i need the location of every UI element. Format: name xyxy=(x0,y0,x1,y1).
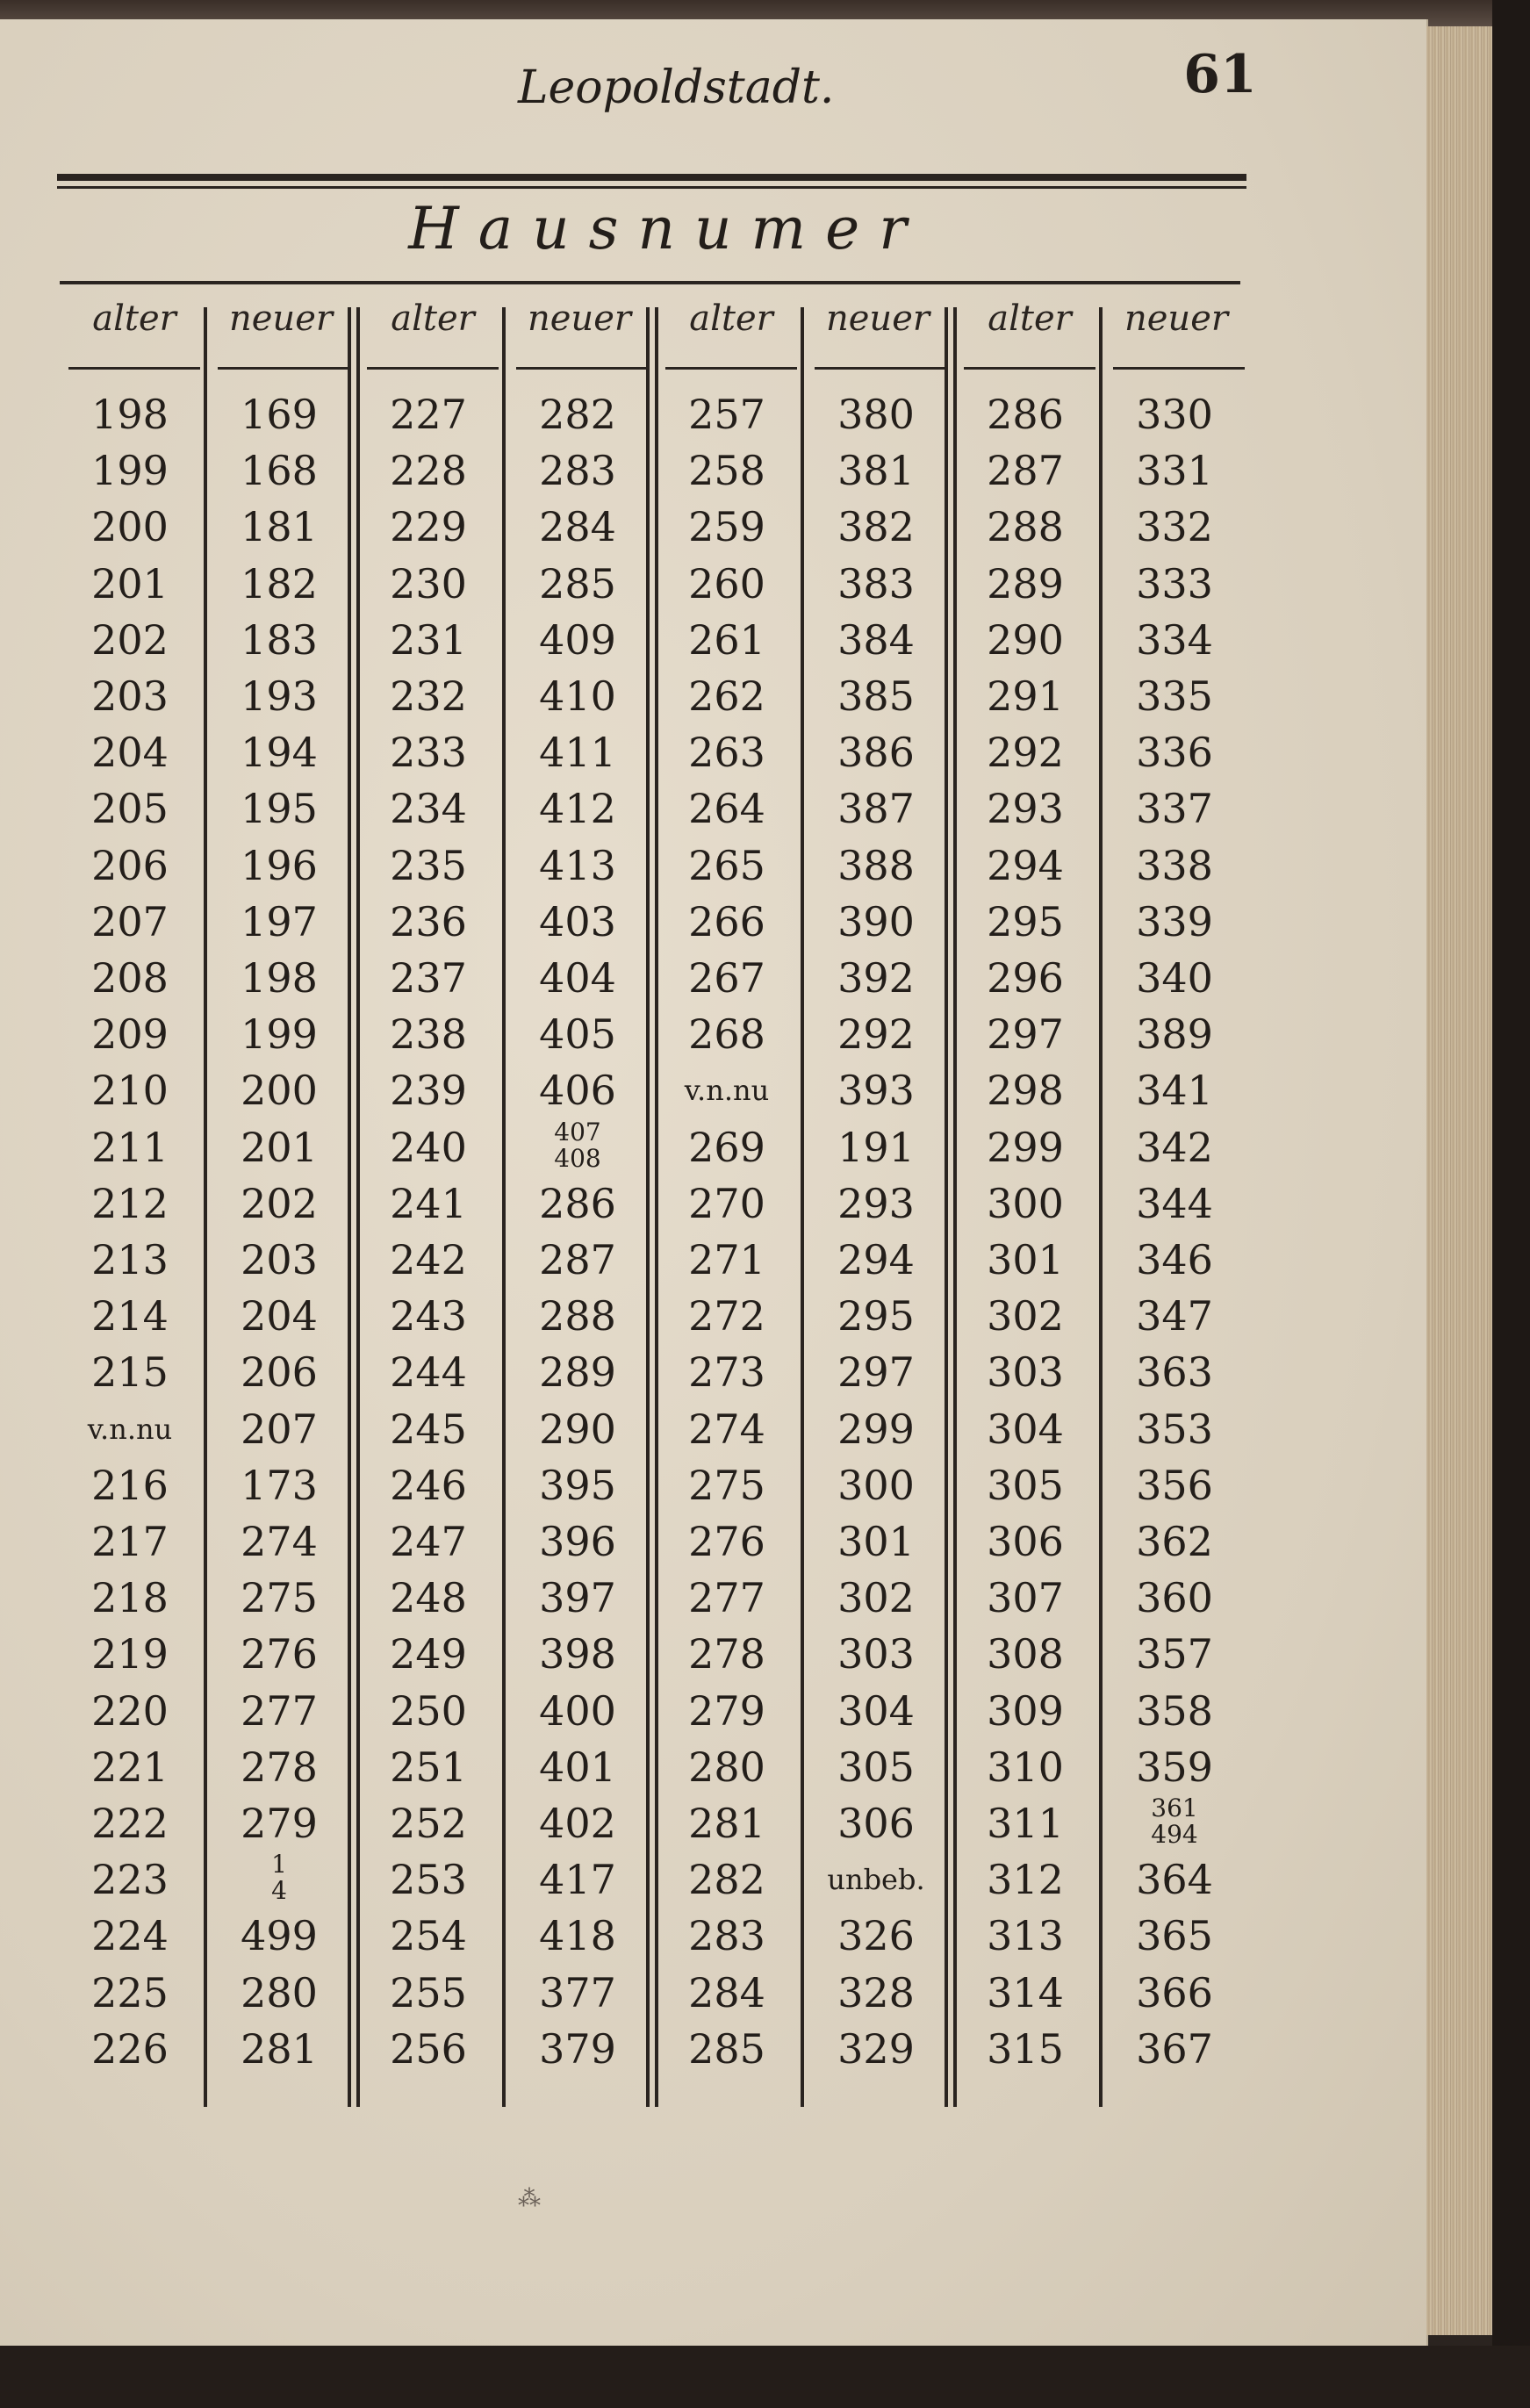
old-number-cell: 272 xyxy=(688,1292,765,1341)
old-number-cell: 280 xyxy=(688,1743,765,1791)
old-number-cell: 260 xyxy=(688,559,765,607)
new-number-cell: 173 xyxy=(241,1461,318,1509)
old-number-cell: 245 xyxy=(390,1405,467,1453)
new-number-cell: 191 xyxy=(837,1123,915,1171)
old-number-cell: 239 xyxy=(390,1067,467,1115)
new-number-cell: 275 xyxy=(241,1574,318,1622)
new-number-cell: 198 xyxy=(241,954,318,1002)
new-number-cell: 336 xyxy=(1136,729,1213,777)
old-number-cell: 304 xyxy=(987,1405,1064,1453)
old-number-cell: 294 xyxy=(987,841,1064,889)
new-number-cell: 337 xyxy=(1136,785,1213,833)
new-number-cell: 194 xyxy=(241,729,318,777)
new-number-cell: 329 xyxy=(837,2024,915,2073)
old-number-cell: 258 xyxy=(688,447,765,495)
new-number-cell: 403 xyxy=(539,897,616,945)
new-number-cell: 392 xyxy=(837,954,915,1002)
new-number-cell: 410 xyxy=(539,672,616,720)
old-number-cell: 202 xyxy=(91,615,169,664)
stray-mark: ⁂ xyxy=(518,2186,541,2212)
title-rule xyxy=(60,281,1240,284)
old-number-cell: 279 xyxy=(688,1686,765,1735)
old-number-cell: 212 xyxy=(91,1179,169,1227)
old-number-cell: 276 xyxy=(688,1518,765,1565)
old-number-cell: 278 xyxy=(688,1630,765,1678)
new-number-cell: 389 xyxy=(1136,1010,1213,1059)
new-number-cell: 405 xyxy=(539,1010,616,1059)
new-number-cell: 353 xyxy=(1136,1405,1213,1453)
new-number-cell: 393 xyxy=(837,1067,915,1115)
old-number-cell: 292 xyxy=(987,729,1064,777)
new-number-cell: 402 xyxy=(539,1800,616,1847)
old-number-cell: 285 xyxy=(688,2024,765,2073)
new-number-cell: 364 xyxy=(1136,1856,1213,1904)
new-number-cell: 359 xyxy=(1136,1743,1213,1791)
new-number-cell: 285 xyxy=(539,559,616,607)
old-number-cell: 223 xyxy=(91,1856,169,1904)
old-number-cell: 250 xyxy=(390,1686,467,1735)
old-number-cell: 300 xyxy=(987,1179,1064,1227)
column-header-new: neuer xyxy=(229,298,333,339)
header-underline xyxy=(516,367,648,370)
new-number-cell: 400 xyxy=(539,1686,616,1735)
new-number-cell: 412 xyxy=(539,785,616,833)
new-number-cell: 287 xyxy=(539,1236,616,1283)
old-number-cell: 275 xyxy=(688,1461,765,1509)
header-underline xyxy=(218,367,349,370)
old-number-cell: 295 xyxy=(987,897,1064,945)
new-number-cell: 197 xyxy=(241,897,318,945)
old-number-cell: 231 xyxy=(390,615,467,664)
old-number-cell: 274 xyxy=(688,1405,765,1453)
page-number: 61 xyxy=(1183,44,1257,105)
old-number-cell: v.n.nu xyxy=(684,1074,770,1108)
new-number-cell: 196 xyxy=(241,841,318,889)
new-number-cell: 388 xyxy=(837,841,915,889)
new-number-cell: 499 xyxy=(241,1912,318,1960)
new-number-cell: 293 xyxy=(837,1179,915,1227)
new-number-cell: 339 xyxy=(1136,897,1213,945)
header-underline xyxy=(964,367,1095,370)
new-number-cell: 344 xyxy=(1136,1179,1213,1227)
old-number-cell: 214 xyxy=(91,1292,169,1341)
new-number-cell: 377 xyxy=(539,1968,616,2016)
old-number-cell: 233 xyxy=(390,729,467,777)
new-number-cell: 200 xyxy=(241,1067,318,1115)
column-separator xyxy=(502,307,506,2107)
new-number-cell: 363 xyxy=(1136,1348,1213,1397)
new-number-cell: 202 xyxy=(241,1179,318,1227)
new-number-cell: 335 xyxy=(1136,672,1213,720)
old-number-cell: 296 xyxy=(987,954,1064,1002)
old-number-cell: 207 xyxy=(91,897,169,945)
old-number-cell: 243 xyxy=(390,1292,467,1341)
new-number-cell: 276 xyxy=(241,1630,318,1678)
new-number-cell: 360 xyxy=(1136,1574,1213,1622)
old-number-cell: 240 xyxy=(390,1123,467,1171)
old-number-cell: 309 xyxy=(987,1686,1064,1735)
old-number-cell: 229 xyxy=(390,503,467,551)
new-number-cell: 342 xyxy=(1136,1123,1213,1171)
column-header-old: alter xyxy=(988,298,1072,339)
old-number-cell: 293 xyxy=(987,785,1064,833)
new-number-cell: 404 xyxy=(539,954,616,1002)
new-number-cell: 406 xyxy=(539,1067,616,1115)
old-number-cell: 249 xyxy=(390,1630,467,1678)
new-number-cell: 384 xyxy=(837,615,915,664)
new-number-cell: 413 xyxy=(539,841,616,889)
new-number-cell: 332 xyxy=(1136,503,1213,551)
old-number-cell: 288 xyxy=(987,503,1064,551)
old-number-cell: 220 xyxy=(91,1686,169,1735)
old-number-cell: 217 xyxy=(91,1518,169,1565)
old-number-cell: 291 xyxy=(987,672,1064,720)
new-number-cell: 274 xyxy=(241,1518,318,1565)
old-number-cell: 287 xyxy=(987,447,1064,495)
old-number-cell: 308 xyxy=(987,1630,1064,1678)
new-number-cell: 379 xyxy=(539,2024,616,2073)
new-number-cell: 340 xyxy=(1136,954,1213,1002)
old-number-cell: 299 xyxy=(987,1123,1064,1171)
old-number-cell: 273 xyxy=(688,1348,765,1397)
old-number-cell: v.n.nu xyxy=(87,1412,173,1446)
new-number-cell: 396 xyxy=(539,1518,616,1565)
new-number-cell: 290 xyxy=(539,1405,616,1453)
new-number-cell: 356 xyxy=(1136,1461,1213,1509)
old-number-cell: 307 xyxy=(987,1574,1064,1622)
new-number-cell: 294 xyxy=(837,1236,915,1283)
page-block-edge xyxy=(1426,26,1492,2335)
old-number-cell: 303 xyxy=(987,1348,1064,1397)
new-number-cell: 279 xyxy=(241,1800,318,1847)
new-number-cell: 168 xyxy=(241,447,318,495)
new-number-cell: 395 xyxy=(539,1461,616,1509)
new-number-cell: 206 xyxy=(241,1348,318,1397)
old-number-cell: 213 xyxy=(91,1236,169,1283)
old-number-cell: 244 xyxy=(390,1348,467,1397)
running-head: Leopoldstadt. xyxy=(518,61,835,114)
new-number-cell: 306 xyxy=(837,1800,915,1847)
old-number-cell: 228 xyxy=(390,447,467,495)
new-number-cell: 195 xyxy=(241,785,318,833)
column-header-old: alter xyxy=(391,298,475,339)
new-number-cell: 300 xyxy=(837,1461,915,1509)
old-number-cell: 298 xyxy=(987,1067,1064,1115)
new-number-cell: 1 4 xyxy=(271,1850,287,1906)
old-number-cell: 310 xyxy=(987,1743,1064,1791)
old-number-cell: 312 xyxy=(987,1856,1064,1904)
old-number-cell: 198 xyxy=(91,391,169,438)
old-number-cell: 315 xyxy=(987,2024,1064,2073)
header-underline xyxy=(815,367,946,370)
old-number-cell: 222 xyxy=(91,1800,169,1847)
old-number-cell: 313 xyxy=(987,1912,1064,1960)
new-number-cell: 398 xyxy=(539,1630,616,1678)
old-number-cell: 204 xyxy=(91,729,169,777)
new-number-cell: 289 xyxy=(539,1348,616,1397)
old-number-cell: 237 xyxy=(390,954,467,1002)
old-number-cell: 241 xyxy=(390,1179,467,1227)
column-header-new: neuer xyxy=(826,298,930,339)
new-number-cell: 418 xyxy=(539,1912,616,1960)
new-number-cell: 277 xyxy=(241,1686,318,1735)
new-number-cell: 169 xyxy=(241,391,318,438)
old-number-cell: 203 xyxy=(91,672,169,720)
new-number-cell: 305 xyxy=(837,1743,915,1791)
old-number-cell: 314 xyxy=(987,1968,1064,2016)
column-separator xyxy=(1099,307,1103,2107)
column-header-old: alter xyxy=(92,298,176,339)
new-number-cell: 365 xyxy=(1136,1912,1213,1960)
old-number-cell: 297 xyxy=(987,1010,1064,1059)
old-number-cell: 247 xyxy=(390,1518,467,1565)
new-number-cell: 303 xyxy=(837,1630,915,1678)
old-number-cell: 254 xyxy=(390,1912,467,1960)
old-number-cell: 208 xyxy=(91,954,169,1002)
old-number-cell: 290 xyxy=(987,615,1064,664)
old-number-cell: 306 xyxy=(987,1518,1064,1565)
old-number-cell: 265 xyxy=(688,841,765,889)
old-number-cell: 270 xyxy=(688,1179,765,1227)
new-number-cell: 299 xyxy=(837,1405,915,1453)
old-number-cell: 257 xyxy=(688,391,765,438)
new-number-cell: 183 xyxy=(241,615,318,664)
old-number-cell: 248 xyxy=(390,1574,467,1622)
new-number-cell: 383 xyxy=(837,559,915,607)
new-number-cell: 380 xyxy=(837,391,915,438)
old-number-cell: 234 xyxy=(390,785,467,833)
old-number-cell: 199 xyxy=(91,447,169,495)
new-number-cell: 204 xyxy=(241,1292,318,1341)
new-number-cell: 333 xyxy=(1136,559,1213,607)
old-number-cell: 282 xyxy=(688,1856,765,1904)
new-number-cell: 199 xyxy=(241,1010,318,1059)
old-number-cell: 252 xyxy=(390,1800,467,1847)
old-number-cell: 283 xyxy=(688,1912,765,1960)
header-underline xyxy=(665,367,797,370)
new-number-cell: 181 xyxy=(241,503,318,551)
old-number-cell: 205 xyxy=(91,785,169,833)
new-number-cell: 357 xyxy=(1136,1630,1213,1678)
new-number-cell: 328 xyxy=(837,1968,915,2016)
old-number-cell: 268 xyxy=(688,1010,765,1059)
old-number-cell: 311 xyxy=(987,1800,1064,1847)
old-number-cell: 255 xyxy=(390,1968,467,2016)
bottom-shadow xyxy=(0,2346,1530,2408)
old-number-cell: 301 xyxy=(987,1236,1064,1283)
old-number-cell: 277 xyxy=(688,1574,765,1622)
column-header-new: neuer xyxy=(1124,298,1228,339)
old-number-cell: 216 xyxy=(91,1461,169,1509)
new-number-cell: 326 xyxy=(837,1912,915,1960)
new-number-cell: 330 xyxy=(1136,391,1213,438)
new-number-cell: 282 xyxy=(539,391,616,438)
old-number-cell: 230 xyxy=(390,559,467,607)
new-number-cell: 358 xyxy=(1136,1686,1213,1735)
new-number-cell: 382 xyxy=(837,503,915,551)
new-number-cell: 390 xyxy=(837,897,915,945)
new-number-cell: 284 xyxy=(539,503,616,551)
table-title: Hausnumer xyxy=(408,195,926,262)
new-number-cell: 367 xyxy=(1136,2024,1213,2073)
old-number-cell: 215 xyxy=(91,1348,169,1397)
new-number-cell: 385 xyxy=(837,672,915,720)
old-number-cell: 209 xyxy=(91,1010,169,1059)
old-number-cell: 269 xyxy=(688,1123,765,1171)
new-number-cell: 409 xyxy=(539,615,616,664)
old-number-cell: 232 xyxy=(390,672,467,720)
new-number-cell: 411 xyxy=(539,729,616,777)
new-number-cell: 407 408 xyxy=(554,1117,601,1173)
old-number-cell: 200 xyxy=(91,503,169,551)
old-number-cell: 302 xyxy=(987,1292,1064,1341)
old-number-cell: 238 xyxy=(390,1010,467,1059)
old-number-cell: 263 xyxy=(688,729,765,777)
new-number-cell: 334 xyxy=(1136,615,1213,664)
new-number-cell: 417 xyxy=(539,1856,616,1904)
new-number-cell: 362 xyxy=(1136,1518,1213,1565)
old-number-cell: 289 xyxy=(987,559,1064,607)
column-separator xyxy=(204,307,207,2107)
old-number-cell: 226 xyxy=(91,2024,169,2073)
old-number-cell: 259 xyxy=(688,503,765,551)
new-number-cell: 361 494 xyxy=(1151,1793,1198,1849)
new-number-cell: 387 xyxy=(837,785,915,833)
old-number-cell: 251 xyxy=(390,1743,467,1791)
old-number-cell: 305 xyxy=(987,1461,1064,1509)
old-number-cell: 201 xyxy=(91,559,169,607)
column-separator xyxy=(801,307,804,2107)
new-number-cell: 207 xyxy=(241,1405,318,1453)
old-number-cell: 219 xyxy=(91,1630,169,1678)
column-header-new: neuer xyxy=(528,298,631,339)
new-number-cell: 381 xyxy=(837,447,915,495)
old-number-cell: 227 xyxy=(390,391,467,438)
new-number-cell: 338 xyxy=(1136,841,1213,889)
book-cover xyxy=(1492,0,1530,2408)
old-number-cell: 253 xyxy=(390,1856,467,1904)
old-number-cell: 224 xyxy=(91,1912,169,1960)
header-underline xyxy=(367,367,499,370)
new-number-cell: 397 xyxy=(539,1574,616,1622)
new-number-cell: 281 xyxy=(241,2024,318,2073)
new-number-cell: 193 xyxy=(241,672,318,720)
old-number-cell: 271 xyxy=(688,1236,765,1283)
header-underline xyxy=(1113,367,1245,370)
new-number-cell: 292 xyxy=(837,1010,915,1059)
old-number-cell: 266 xyxy=(688,897,765,945)
top-rule-thick xyxy=(57,174,1246,181)
old-number-cell: 211 xyxy=(91,1123,169,1171)
new-number-cell: 347 xyxy=(1136,1292,1213,1341)
old-number-cell: 286 xyxy=(987,391,1064,438)
new-number-cell: 288 xyxy=(539,1292,616,1341)
old-number-cell: 218 xyxy=(91,1574,169,1622)
old-number-cell: 262 xyxy=(688,672,765,720)
new-number-cell: 302 xyxy=(837,1574,915,1622)
old-number-cell: 281 xyxy=(688,1800,765,1847)
new-number-cell: unbeb. xyxy=(827,1863,925,1897)
new-number-cell: 201 xyxy=(241,1123,318,1171)
old-number-cell: 225 xyxy=(91,1968,169,2016)
old-number-cell: 261 xyxy=(688,615,765,664)
old-number-cell: 221 xyxy=(91,1743,169,1791)
header-underline xyxy=(68,367,200,370)
new-number-cell: 286 xyxy=(539,1179,616,1227)
new-number-cell: 341 xyxy=(1136,1067,1213,1115)
new-number-cell: 386 xyxy=(837,729,915,777)
old-number-cell: 284 xyxy=(688,1968,765,2016)
old-number-cell: 242 xyxy=(390,1236,467,1283)
old-number-cell: 267 xyxy=(688,954,765,1002)
new-number-cell: 203 xyxy=(241,1236,318,1283)
new-number-cell: 366 xyxy=(1136,1968,1213,2016)
new-number-cell: 278 xyxy=(241,1743,318,1791)
new-number-cell: 297 xyxy=(837,1348,915,1397)
old-number-cell: 264 xyxy=(688,785,765,833)
new-number-cell: 283 xyxy=(539,447,616,495)
old-number-cell: 246 xyxy=(390,1461,467,1509)
new-number-cell: 295 xyxy=(837,1292,915,1341)
new-number-cell: 346 xyxy=(1136,1236,1213,1283)
old-number-cell: 235 xyxy=(390,841,467,889)
old-number-cell: 256 xyxy=(390,2024,467,2073)
column-header-old: alter xyxy=(689,298,773,339)
new-number-cell: 182 xyxy=(241,559,318,607)
new-number-cell: 301 xyxy=(837,1518,915,1565)
top-rule-thin xyxy=(57,186,1246,189)
old-number-cell: 210 xyxy=(91,1067,169,1115)
new-number-cell: 280 xyxy=(241,1968,318,2016)
new-number-cell: 401 xyxy=(539,1743,616,1791)
new-number-cell: 331 xyxy=(1136,447,1213,495)
old-number-cell: 206 xyxy=(91,841,169,889)
new-number-cell: 304 xyxy=(837,1686,915,1735)
old-number-cell: 236 xyxy=(390,897,467,945)
